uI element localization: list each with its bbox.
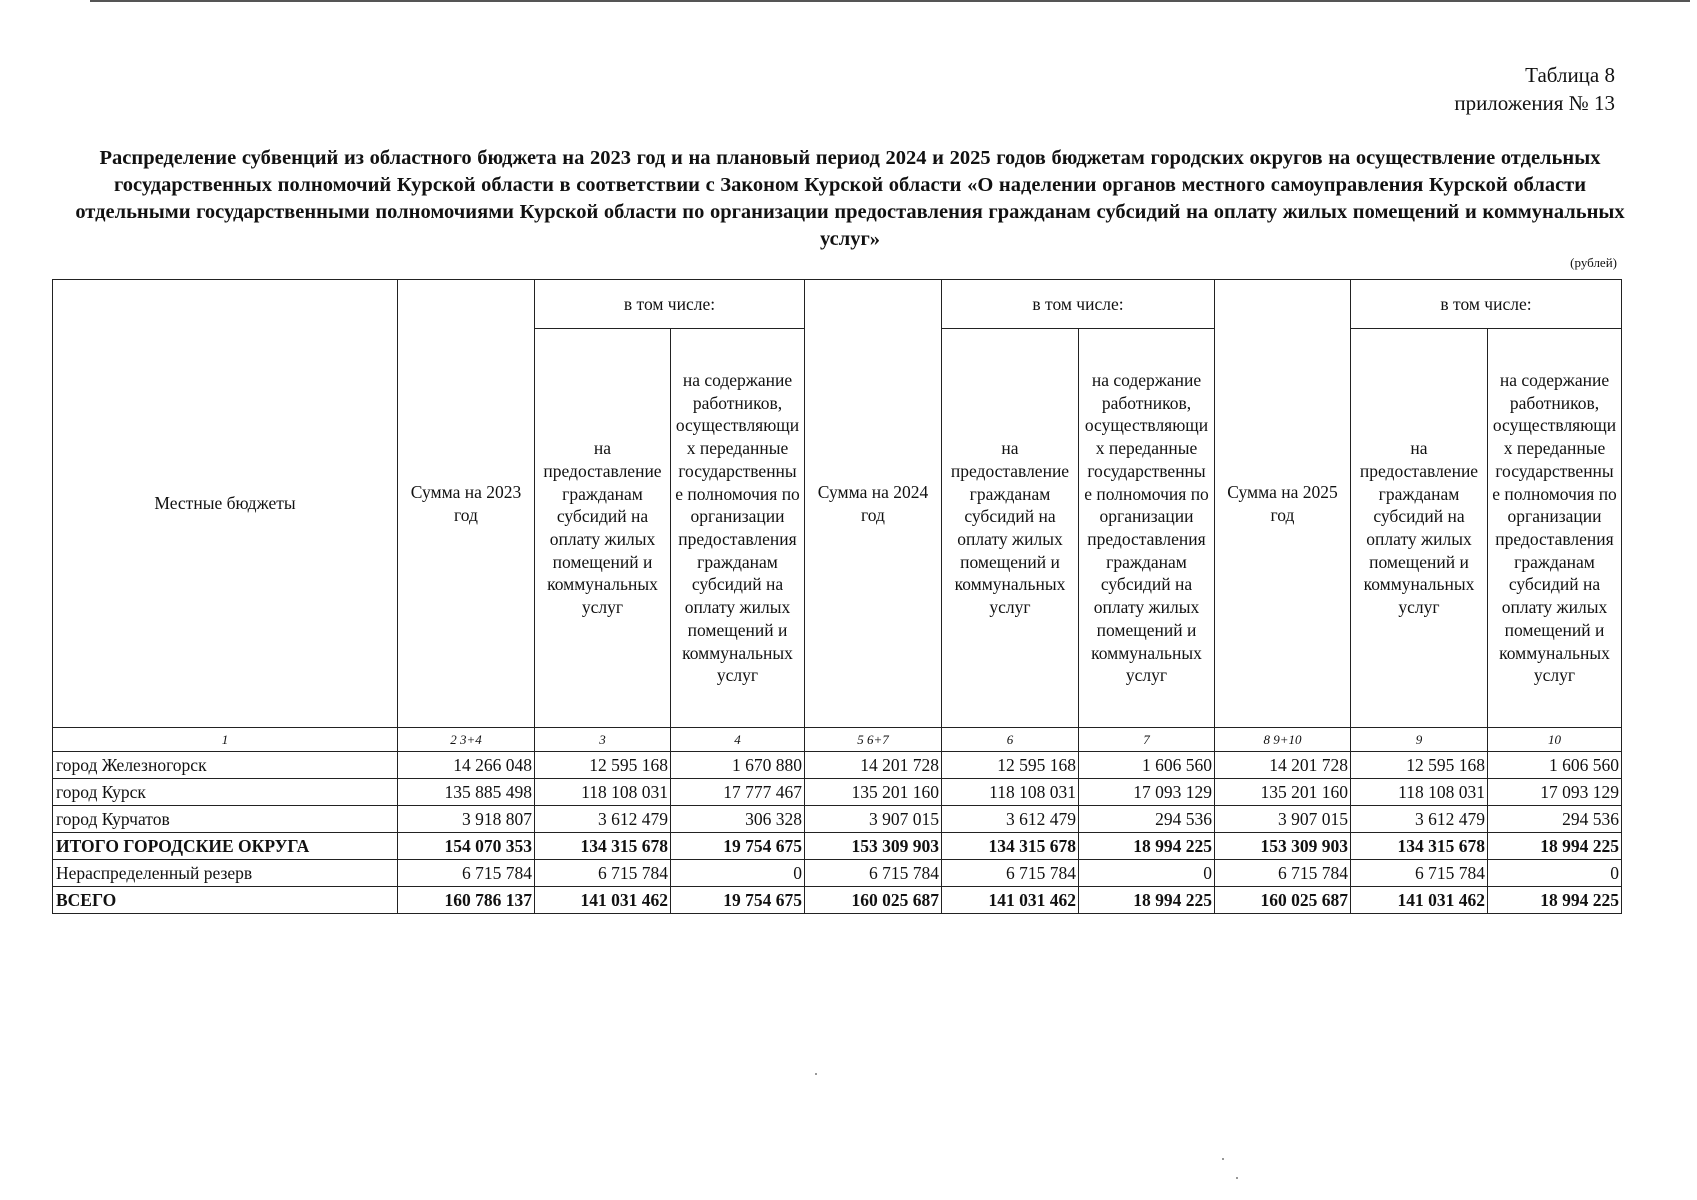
value-sum-2024: 3 907 015 — [805, 806, 942, 833]
header-including-2024: в том числе: — [942, 280, 1215, 329]
value-staff-2024: 294 536 — [1079, 806, 1215, 833]
value-subsidies-2023: 3 612 479 — [535, 806, 671, 833]
value-staff-2023: 19 754 675 — [671, 887, 805, 914]
value-sum-2024: 14 201 728 — [805, 752, 942, 779]
column-number: 10 — [1488, 728, 1622, 752]
value-subsidies-2023: 12 595 168 — [535, 752, 671, 779]
value-subsidies-2025: 134 315 678 — [1351, 833, 1488, 860]
header-local-budgets: Местные бюджеты — [53, 280, 398, 728]
column-number: 3 — [535, 728, 671, 752]
value-subsidies-2024: 12 595 168 — [942, 752, 1079, 779]
header-staff-2024: на содержание работников, осуществляющи х переданные государственны е полномочия по организации предоставления гражданам субсидий на оплату жилых помещений и коммунальных услуг — [1079, 329, 1215, 728]
table-row-kursk — [53, 779, 1622, 806]
table-row-zheleznogorsk — [53, 752, 1622, 779]
column-number: 8 9+10 — [1215, 728, 1351, 752]
column-number: 2 3+4 — [398, 728, 535, 752]
value-subsidies-2023: 6 715 784 — [535, 860, 671, 887]
column-number: 5 6+7 — [805, 728, 942, 752]
value-sum-2025: 14 201 728 — [1215, 752, 1351, 779]
document-reference — [1454, 61, 1615, 117]
value-staff-2025: 18 994 225 — [1488, 833, 1622, 860]
value-sum-2025: 6 715 784 — [1215, 860, 1351, 887]
table-row-grand-total — [53, 887, 1622, 914]
header-subsidies-2025: на предоставление гражданам субсидий на оплату жилых помещений и коммунальных услуг — [1351, 329, 1488, 728]
value-staff-2024: 17 093 129 — [1079, 779, 1215, 806]
value-sum-2023: 6 715 784 — [398, 860, 535, 887]
column-number: 7 — [1079, 728, 1215, 752]
table-number: Таблица 8 — [1525, 63, 1615, 87]
value-staff-2025: 18 994 225 — [1488, 887, 1622, 914]
value-subsidies-2024: 141 031 462 — [942, 887, 1079, 914]
value-staff-2023: 1 670 880 — [671, 752, 805, 779]
table-row-kurchatov — [53, 806, 1622, 833]
scan-speck — [1222, 1158, 1224, 1160]
value-staff-2025: 0 — [1488, 860, 1622, 887]
row-name: Нераспределенный резерв — [53, 860, 398, 887]
scan-edge-line — [90, 0, 1690, 2]
value-staff-2023: 19 754 675 — [671, 833, 805, 860]
value-staff-2024: 1 606 560 — [1079, 752, 1215, 779]
value-subsidies-2023: 118 108 031 — [535, 779, 671, 806]
value-subsidies-2024: 3 612 479 — [942, 806, 1079, 833]
header-row-top — [53, 280, 1622, 329]
row-name: город Курчатов — [53, 806, 398, 833]
value-sum-2023: 154 070 353 — [398, 833, 535, 860]
value-sum-2023: 135 885 498 — [398, 779, 535, 806]
value-subsidies-2024: 134 315 678 — [942, 833, 1079, 860]
header-sum-2024: Сумма на 2024 год — [805, 280, 942, 728]
header-sum-2023: Сумма на 2023 год — [398, 280, 535, 728]
value-subsidies-2023: 141 031 462 — [535, 887, 671, 914]
value-sum-2024: 153 309 903 — [805, 833, 942, 860]
column-number: 1 — [53, 728, 398, 752]
value-subsidies-2025: 118 108 031 — [1351, 779, 1488, 806]
row-name: ВСЕГО — [53, 887, 398, 914]
column-number: 6 — [942, 728, 1079, 752]
value-staff-2024: 18 994 225 — [1079, 887, 1215, 914]
value-staff-2023: 306 328 — [671, 806, 805, 833]
value-sum-2024: 6 715 784 — [805, 860, 942, 887]
value-sum-2025: 3 907 015 — [1215, 806, 1351, 833]
row-name: ИТОГО ГОРОДСКИЕ ОКРУГА — [53, 833, 398, 860]
value-sum-2025: 153 309 903 — [1215, 833, 1351, 860]
header-subsidies-2024: на предоставление гражданам субсидий на оплату жилых помещений и коммунальных услуг — [942, 329, 1079, 728]
value-sum-2025: 160 025 687 — [1215, 887, 1351, 914]
column-number: 4 — [671, 728, 805, 752]
row-name: город Железногорск — [53, 752, 398, 779]
value-staff-2025: 294 536 — [1488, 806, 1622, 833]
row-name: город Курск — [53, 779, 398, 806]
value-sum-2024: 160 025 687 — [805, 887, 942, 914]
value-staff-2023: 0 — [671, 860, 805, 887]
value-subsidies-2023: 134 315 678 — [535, 833, 671, 860]
header-staff-2025: на содержание работников, осуществляющи х переданные государственны е полномочия по организации предоставления гражданам субсидий на оплату жилых помещений и коммунальных услуг — [1488, 329, 1622, 728]
header-sum-2025: Сумма на 2025 год — [1215, 280, 1351, 728]
value-staff-2024: 18 994 225 — [1079, 833, 1215, 860]
value-sum-2025: 135 201 160 — [1215, 779, 1351, 806]
table-row-unallocated-reserve — [53, 860, 1622, 887]
value-sum-2023: 3 918 807 — [398, 806, 535, 833]
value-subsidies-2025: 141 031 462 — [1351, 887, 1488, 914]
value-subsidies-2024: 6 715 784 — [942, 860, 1079, 887]
value-subsidies-2024: 118 108 031 — [942, 779, 1079, 806]
table-row-city-districts-total — [53, 833, 1622, 860]
header-including-2023: в том числе: — [535, 280, 805, 329]
value-subsidies-2025: 12 595 168 — [1351, 752, 1488, 779]
value-staff-2023: 17 777 467 — [671, 779, 805, 806]
document-title: Распределение субвенций из областного бюджета на 2023 год и на плановый период 2024 и 2025 годов бюджетам городских округов на осуществление отдельных государственных полномочий Курской области в соответствии с Законом Курской области «О наделении органов местного самоуправления Курской области отдельными государственными полномочиями Курской области по организации предоставления гражданам субсидий на оплату жилых помещений и коммунальных услуг» — [75, 147, 1625, 250]
value-staff-2025: 1 606 560 — [1488, 752, 1622, 779]
scan-speck — [815, 1073, 817, 1075]
value-staff-2025: 17 093 129 — [1488, 779, 1622, 806]
subvention-table — [52, 279, 1622, 914]
header-subsidies-2023: на предоставление гражданам субсидий на оплату жилых помещений и коммунальных услуг — [535, 329, 671, 728]
header-including-2025: в том числе: — [1351, 280, 1622, 329]
value-subsidies-2025: 6 715 784 — [1351, 860, 1488, 887]
value-sum-2024: 135 201 160 — [805, 779, 942, 806]
scan-speck — [1236, 1177, 1238, 1179]
header-staff-2023: на содержание работников, осуществляющи х переданные государственны е полномочия по организации предоставления гражданам субсидий на оплату жилых помещений и коммунальных услуг — [671, 329, 805, 728]
units-label: (рублей) — [1570, 255, 1617, 270]
appendix-number: приложения № 13 — [1454, 91, 1615, 115]
value-sum-2023: 160 786 137 — [398, 887, 535, 914]
column-number-row — [53, 728, 1622, 752]
value-subsidies-2025: 3 612 479 — [1351, 806, 1488, 833]
value-staff-2024: 0 — [1079, 860, 1215, 887]
column-number: 9 — [1351, 728, 1488, 752]
value-sum-2023: 14 266 048 — [398, 752, 535, 779]
